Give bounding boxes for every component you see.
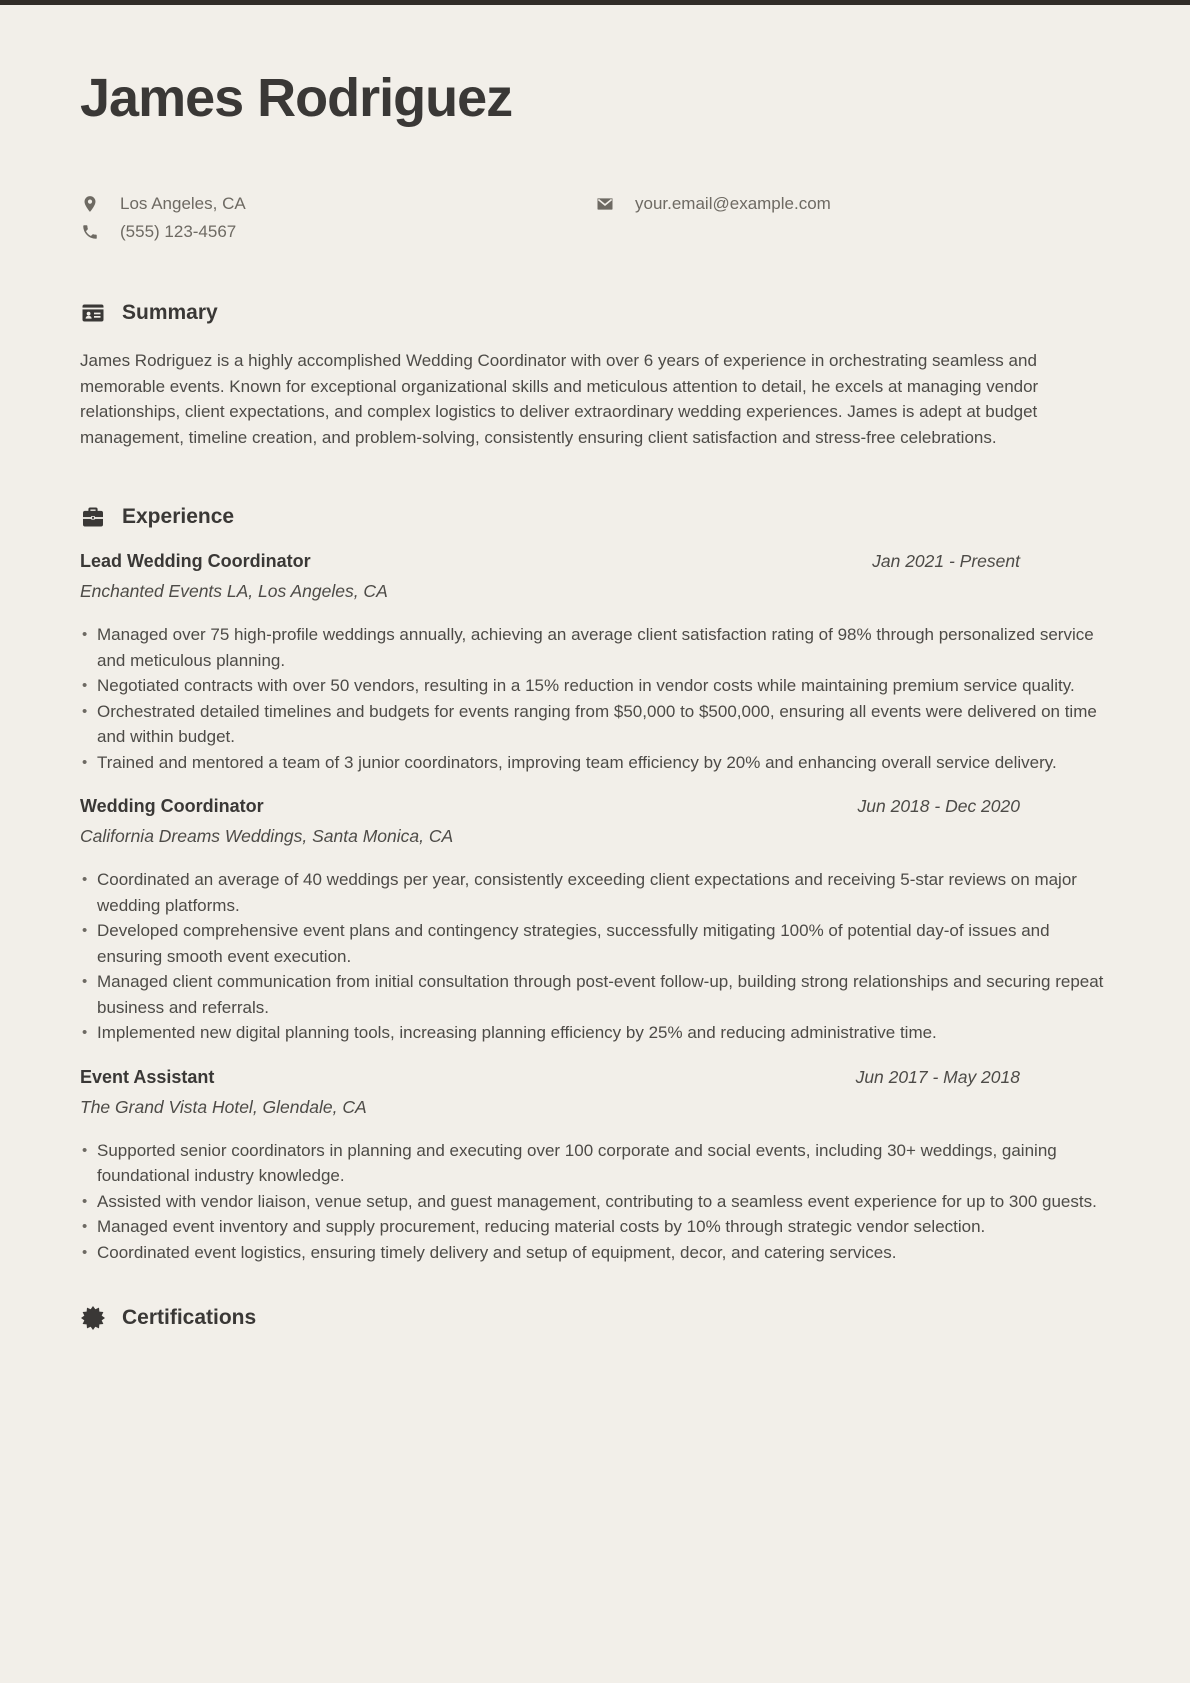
bullet-item: • Managed over 75 high-profile weddings annually, achieving an average client satisfaction rating of 98% through personalized service and meticulous planning. [80,622,1110,673]
bullet-item: • Managed event inventory and supply procurement, reducing material costs by 10% through strategic vendor selection. [80,1214,1110,1240]
section-summary [80,300,1110,450]
candidate-name: James Rodriguez [80,68,513,128]
job-header [80,1066,1110,1088]
location-pin-icon [80,194,100,214]
contact-phone [80,218,595,246]
job-title: Lead Wedding Coordinator [80,551,311,572]
section-title: Experience [122,505,235,529]
bullet-item: • Assisted with vendor liaison, venue setup, and guest management, contributing to a seamless event experience for up to 300 guests. [80,1189,1110,1215]
bullet-item: • Orchestrated detailed timelines and budgets for events ranging from $50,000 to $500,000, ensuring all events were delivered on time and within budget. [80,699,1110,750]
contact-left-column [80,190,595,246]
bullet-list [80,867,1110,1046]
bullet-item: • Coordinated an average of 40 weddings per year, consistently exceeding client expectations and receiving 5-star reviews on major wedding platforms. [80,867,1110,918]
section-title: Certifications [122,1306,257,1330]
summary-text: James Rodriguez is a highly accomplished Wedding Coordinator with over 6 years of experience in orchestrating seamless and memorable events. Known for exceptional organizational skills and meticulous attention to detail, he excels at managing vendor relationships, client expectations, and complex logistics to deliver extraordinary wedding experiences. James is adept at budget management, timeline creation, and problem-solving, consistently ensuring client satisfaction and stress-free celebrations. [80,351,1039,447]
section-certifications [80,1305,1110,1331]
job-company: The Grand Vista Hotel, Glendale, CA [80,1096,367,1117]
page [0,5,1190,1683]
bullet-item: • Managed client communication from initial consultation through post-event follow-up, building strong relationships and securing repeat business and referrals. [80,969,1110,1020]
job-entry [80,1066,1110,1266]
job-company: Enchanted Events LA, Los Angeles, CA [80,581,388,602]
contact-email [595,190,1110,218]
bullet-item: • Developed comprehensive event plans and contingency strategies, successfully mitigating 100% of potential day-of issues and ensuring smooth event execution. [80,918,1110,969]
bullet-item: • Supported senior coordinators in planning and executing over 100 corporate and social events, including 30+ weddings, gaining foundational industry knowledge. [80,1138,1110,1189]
job-dates: Jun 2017 - May 2018 [855,1066,1020,1087]
bullet-item: • Coordinated event logistics, ensuring timely delivery and setup of equipment, decor, and catering services. [80,1240,1110,1266]
job-company: California Dreams Weddings, Santa Monica, CA [80,826,454,847]
envelope-icon [595,194,615,214]
contact-info [80,190,1110,246]
bullet-list [80,622,1110,775]
section-experience [80,504,1110,1265]
job-header [80,795,1110,817]
job-dates: Jan 2021 - Present [872,551,1020,572]
briefcase-icon [80,504,106,530]
job-entry [80,795,1110,1046]
job-entry [80,550,1110,775]
section-title: Summary [122,301,218,325]
summary-header [80,300,1110,326]
contact-location-text: Los Angeles, CA [120,194,246,214]
job-title: Event Assistant [80,1066,215,1087]
id-card-icon [80,300,106,326]
job-dates: Jun 2018 - Dec 2020 [857,796,1020,817]
bullet-list [80,1138,1110,1266]
contact-right-column [595,190,1110,246]
bullet-item: • Trained and mentored a team of 3 junior coordinators, improving team efficiency by 20% and enhancing overall service delivery. [80,750,1110,776]
bullet-item: • Implemented new digital planning tools, increasing planning efficiency by 25% and reducing administrative time. [80,1020,1110,1046]
job-header [80,550,1110,572]
phone-icon [80,222,100,242]
bullet-item: • Negotiated contracts with over 50 vendors, resulting in a 15% reduction in vendor costs while maintaining premium service quality. [80,673,1110,699]
contact-email-text: your.email@example.com [635,194,831,214]
contact-phone-text: (555) 123-4567 [120,222,237,242]
contact-location [80,190,595,218]
certifications-header [80,1305,1110,1331]
experience-header [80,504,1110,530]
job-title: Wedding Coordinator [80,796,264,817]
certificate-icon [80,1305,106,1331]
